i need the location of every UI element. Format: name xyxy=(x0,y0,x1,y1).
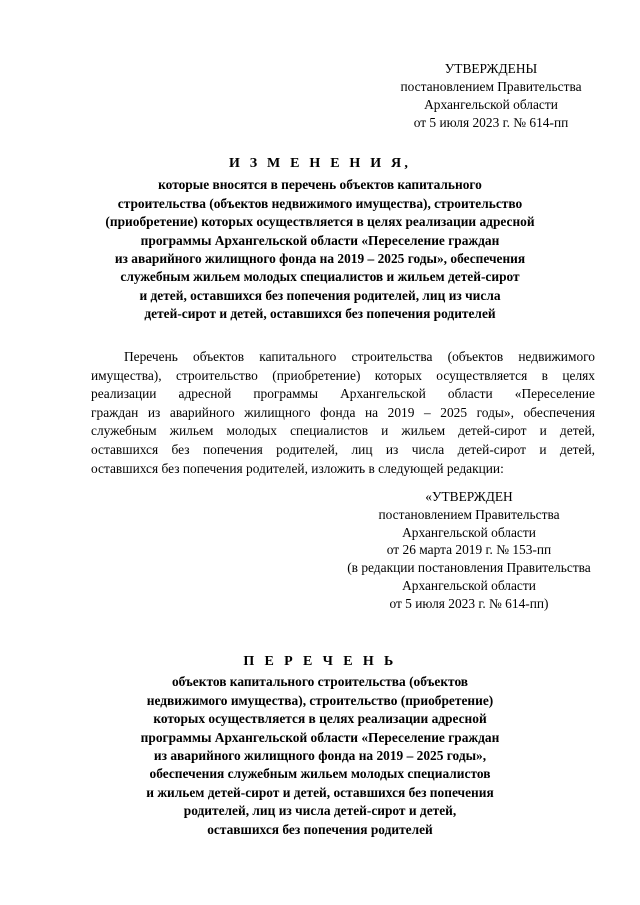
approval-list-revision-date: от 5 июля 2023 г. № 614-пп) xyxy=(389,595,549,611)
approval-list-title: «УТВЕРЖДЕН xyxy=(425,489,513,504)
changes-heading xyxy=(60,155,580,324)
list-heading-line: и жильем детей-сирот и детей, оставшихся без попечения xyxy=(146,784,494,800)
approval-list-region: Архангельской области xyxy=(402,524,536,540)
list-heading-line: недвижимого имущества), строительство (приобретение) xyxy=(146,692,494,708)
approval-list-revision: (в редакции постановления Правительства xyxy=(347,560,591,576)
approval-list-issuer: постановлением Правительства xyxy=(378,506,560,522)
list-heading-line: которых осуществляется в целях реализации адресной xyxy=(153,711,487,727)
changes-heading-line: и детей, оставшихся без попечения родителей, лиц из числа xyxy=(139,287,501,303)
body-paragraph-line: оставшихся без попечения родителей, лиц из числа детей-сирот и детей, xyxy=(91,441,595,457)
list-heading-line: обеспечения служебным жильем молодых специалистов xyxy=(149,766,491,782)
changes-heading-line: (приобретение) которых осуществляется в целях реализации адресной xyxy=(105,214,535,230)
changes-heading-line: детей-сирот и детей, оставшихся без попечения родителей xyxy=(144,306,496,322)
changes-title: И З М Е Н Е Н И Я, xyxy=(228,156,412,171)
body-paragraph-line: реализации адресной программы Архангельской области «Переселение xyxy=(91,386,595,402)
body-paragraph-line: имущества), строительство (приобретение) которых осуществляется в целях xyxy=(91,367,595,383)
changes-heading-line: программы Архангельской области «Переселение граждан xyxy=(140,232,500,248)
approval-top-issuer: постановлением Правительства xyxy=(400,79,582,94)
changes-heading-line: строительства (объектов недвижимого имущества), строительство xyxy=(117,195,523,211)
list-heading-line: программы Архангельской области «Переселение граждан xyxy=(140,729,500,745)
list-heading-line: оставшихся без попечения родителей xyxy=(207,821,433,837)
list-heading xyxy=(60,653,580,839)
approval-list-date-number: от 26 марта 2019 г. № 153-пп xyxy=(386,542,552,558)
list-heading-line: объектов капитального строительства (объектов xyxy=(171,674,469,690)
body-paragraph-line: оставшихся без попечения родителей, изложить в следующей редакции: xyxy=(91,460,504,476)
approval-stamp-top xyxy=(370,60,612,132)
body-paragraph-line: граждан из аварийного жилищного фонда на 2019 – 2025 годы», обеспечения xyxy=(91,404,595,420)
changes-heading-line: из аварийного жилищного фонда на 2019 – 2025 годы», обеспечения xyxy=(114,251,526,267)
body-paragraph-line: служебным жильем молодых специалистов и жильем детей-сирот и детей, xyxy=(91,423,595,439)
changes-heading-line: которые вносятся в перечень объектов капитального xyxy=(158,177,482,193)
list-title: П Е Р Е Ч Е Н Ь xyxy=(243,654,397,669)
body-paragraph-line: Перечень объектов капитального строительства (объектов недвижимого xyxy=(124,349,595,364)
approval-stamp-list xyxy=(332,488,606,613)
approval-top-title: УТВЕРЖДЕНЫ xyxy=(444,61,538,76)
list-heading-line: из аварийного жилищного фонда на 2019 – 2025 годы», xyxy=(153,748,487,764)
approval-top-date-number: от 5 июля 2023 г. № 614-пп xyxy=(413,115,569,130)
changes-heading-line: служебным жильем молодых специалистов и жильем детей-сирот xyxy=(120,269,520,285)
body-paragraph xyxy=(91,348,595,478)
approval-top-region: Архангельской области xyxy=(424,97,558,112)
list-heading-line: родителей, лиц из числа детей-сирот и детей, xyxy=(183,803,457,819)
approval-list-revision-region: Архангельской области xyxy=(402,577,536,593)
